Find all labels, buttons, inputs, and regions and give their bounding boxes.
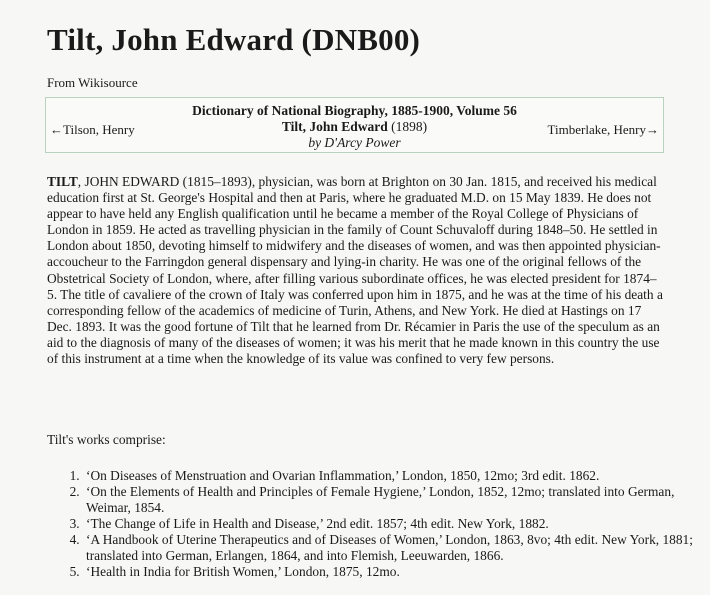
prev-article-link[interactable]: ←Tilson, Henry (50, 122, 135, 137)
source-line: From Wikisource (47, 75, 138, 90)
work-title: Dictionary of National Biography, 1885-1900, Volume 56 (192, 103, 517, 118)
article-body (47, 174, 665, 367)
article-year: (1898) (387, 119, 428, 134)
list-item: 4. ‘A Handbook of Uterine Therapeutics and of Diseases of Women,’ London, 1863, 8vo; 4th edit. New York, 1881; translated into German, Erlangen, 1864, and into Flemish, Leeuwarden, 1866. (83, 532, 701, 564)
header-box (45, 97, 664, 153)
works-list (47, 468, 701, 580)
article-title: Tilt, John Edward (281, 119, 388, 134)
works-intro: Tilt's works comprise: (47, 432, 166, 447)
list-item: 2. ‘On the Elements of Health and Principles of Female Hygiene,’ London, 1852, 12mo; translated into German, Weimar, 1854. (83, 484, 701, 516)
article-lead: TILT (47, 174, 78, 189)
list-item: 5. ‘Health in India for British Women,’ London, 1875, 12mo. (83, 564, 701, 580)
next-article-link[interactable]: Timberlake, Henry→ (547, 122, 659, 137)
author-line[interactable]: by D'Arcy Power (308, 135, 401, 150)
list-item: 1. ‘On Diseases of Menstruation and Ovarian Inflammation,’ London, 1850, 12mo; 3rd edit. 1862. (83, 468, 701, 484)
list-item: 3. ‘The Change of Life in Health and Disease,’ 2nd edit. 1857; 4th edit. New York, 1882. (83, 516, 701, 532)
article-body-text: , JOHN EDWARD (1815–1893), physician, was born at Brighton on 30 Jan. 1815, and received his medical education first at St. George's Hospital and then at Paris, where he graduated M.D. on 15 May 1839. He does not appear to have held any English qualification until he became a member of the Royal College of Physicians of London in 1859. He acted as travelling physician in the family of Count Schuvaloff during 1848–50. He settled in London about 1850, devoting himself to midwifery and the diseases of women, and was then appointed physician-accoucheur to the Farringdon general dispensary and lying-in charity. He was one of the original fellows of the Obstetrical Society of London, where, after filling various subordinate offices, he was elected president for 1874–5. The title of cavaliere of the crown of Italy was conferred upon him in 1875, and he was at the time of his death a corresponding fellow of the academics of medicine of Turin, Athens, and New York. He died at Hastings on 17 Dec. 1893. It was the good fortune of Tilt that he learned from Dr. Récamier in Paris the use of the speculum as an aid to the diagnosis of many of the diseases of women; it was his merit that he made known in this country the use of this instrument at a time when the knowledge of its value was confined to very few persons. (47, 174, 663, 367)
page-title: Tilt, John Edward (DNB00) (47, 22, 421, 57)
